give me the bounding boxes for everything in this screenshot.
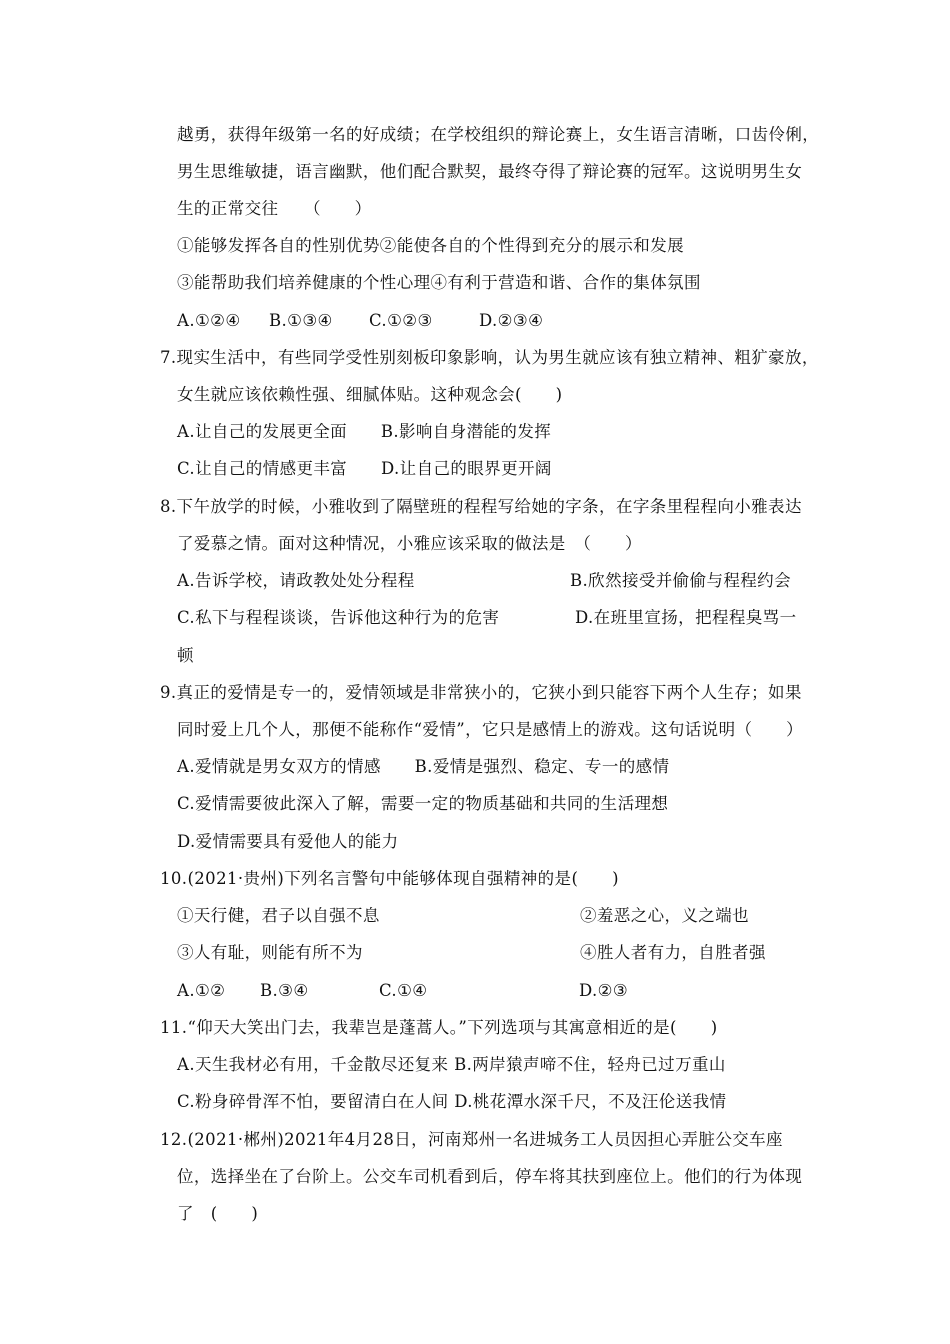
text-line: 了 ( ) — [177, 1204, 259, 1223]
text-line: 了爱慕之情。面对这种情况，小雅应该采取的做法是 （ ） — [177, 534, 642, 553]
answer-line: A.天生我材必有用，千金散尽还复来 B.两岸猿声啼不住，轻舟已过万重山 — [177, 1055, 726, 1074]
text-line: 女生就应该依赖性强、细腻体贴。这种观念会( ) — [177, 385, 563, 404]
answer-d: D.②③ — [579, 981, 629, 1000]
answer-d: D.②③④ — [479, 311, 544, 330]
text-line: 顿 — [177, 646, 194, 665]
option-line: ①能够发挥各自的性别优势②能使各自的个性得到充分的展示和发展 — [177, 236, 684, 255]
text-line: 男生思维敏捷，语言幽默，他们配合默契，最终夺得了辩论赛的冠军。这说明男生女 — [177, 162, 803, 181]
text-line: 生的正常交往 （ ） — [177, 199, 372, 218]
question-8: 8.下午放学的时候，小雅收到了隔壁班的程程写给她的字条，在字条里程程向小雅表达 — [160, 497, 802, 516]
question-7: 7.现实生活中，有些同学受性别刻板印象影响，认为男生就应该有独立精神、粗犷豪放， — [160, 348, 819, 367]
answer-d: D.在班里宣扬，把程程臭骂一 — [575, 608, 797, 627]
text-line: 越勇，获得年级第一名的好成绩；在学校组织的辩论赛上，女生语言清晰，口齿伶俐， — [177, 125, 820, 144]
answer-c: C.私下与程程谈谈，告诉他这种行为的危害 — [177, 608, 500, 627]
answer-b: B.③④ — [260, 981, 309, 1000]
answer-line: C.粉身碎骨浑不怕，要留清白在人间 D.桃花潭水深千尺，不及汪伦送我情 — [177, 1092, 727, 1111]
question-10: 10.(2021·贵州)下列名言警句中能够体现自强精神的是( ) — [160, 869, 619, 888]
answer-a: A.①② — [177, 981, 226, 1000]
answer-line: C.爱情需要彼此深入了解，需要一定的物质基础和共同的生活理想 — [177, 794, 669, 813]
option-line: ③能帮助我们培养健康的个性心理④有利于营造和谐、合作的集体氛围 — [177, 273, 701, 292]
text-line: 同时爱上几个人，那便不能称作“爱情”，它只是感情上的游戏。这句话说明（ ） — [177, 720, 804, 739]
answer-a: A.告诉学校，请政教处处分程程 — [177, 571, 415, 590]
option-line: ②羞恶之心，义之端也 — [580, 906, 749, 925]
answer-line: A.爱情就是男女双方的情感 B.爱情是强烈、稳定、专一的感情 — [177, 757, 670, 776]
answer-line: A.让自己的发展更全面 B.影响自身潜能的发挥 — [177, 422, 552, 441]
answer-line: C.让自己的情感更丰富 D.让自己的眼界更开阔 — [177, 459, 552, 478]
answer-b: B.欣然接受并偷偷与程程约会 — [570, 571, 791, 590]
question-12: 12.(2021·郴州)2021年4月28日，河南郑州一名进城务工人员因担心弄脏公交车座 — [160, 1130, 783, 1149]
answer-line: D.爱情需要具有爱他人的能力 — [177, 832, 399, 851]
question-11: 11.“仰天大笑出门去，我辈岂是蓬蒿人。”下列选项与其寓意相近的是( ) — [160, 1018, 718, 1037]
answer-c: C.①④ — [379, 981, 428, 1000]
option-line: ④胜人者有力，自胜者强 — [580, 943, 766, 962]
text-line: 位，选择坐在了台阶上。公交车司机看到后，停车将其扶到座位上。他们的行为体现 — [177, 1167, 803, 1186]
option-line: ①天行健，君子以自强不息 — [177, 906, 380, 925]
question-9: 9.真正的爱情是专一的，爱情领域是非常狭小的，它狭小到只能容下两个人生存；如果 — [160, 683, 802, 702]
answer-c: C.①②③ — [369, 311, 433, 330]
option-line: ③人有耻，则能有所不为 — [177, 943, 363, 962]
answer-a: A.①②④ — [177, 311, 241, 330]
answer-b: B.①③④ — [269, 311, 333, 330]
